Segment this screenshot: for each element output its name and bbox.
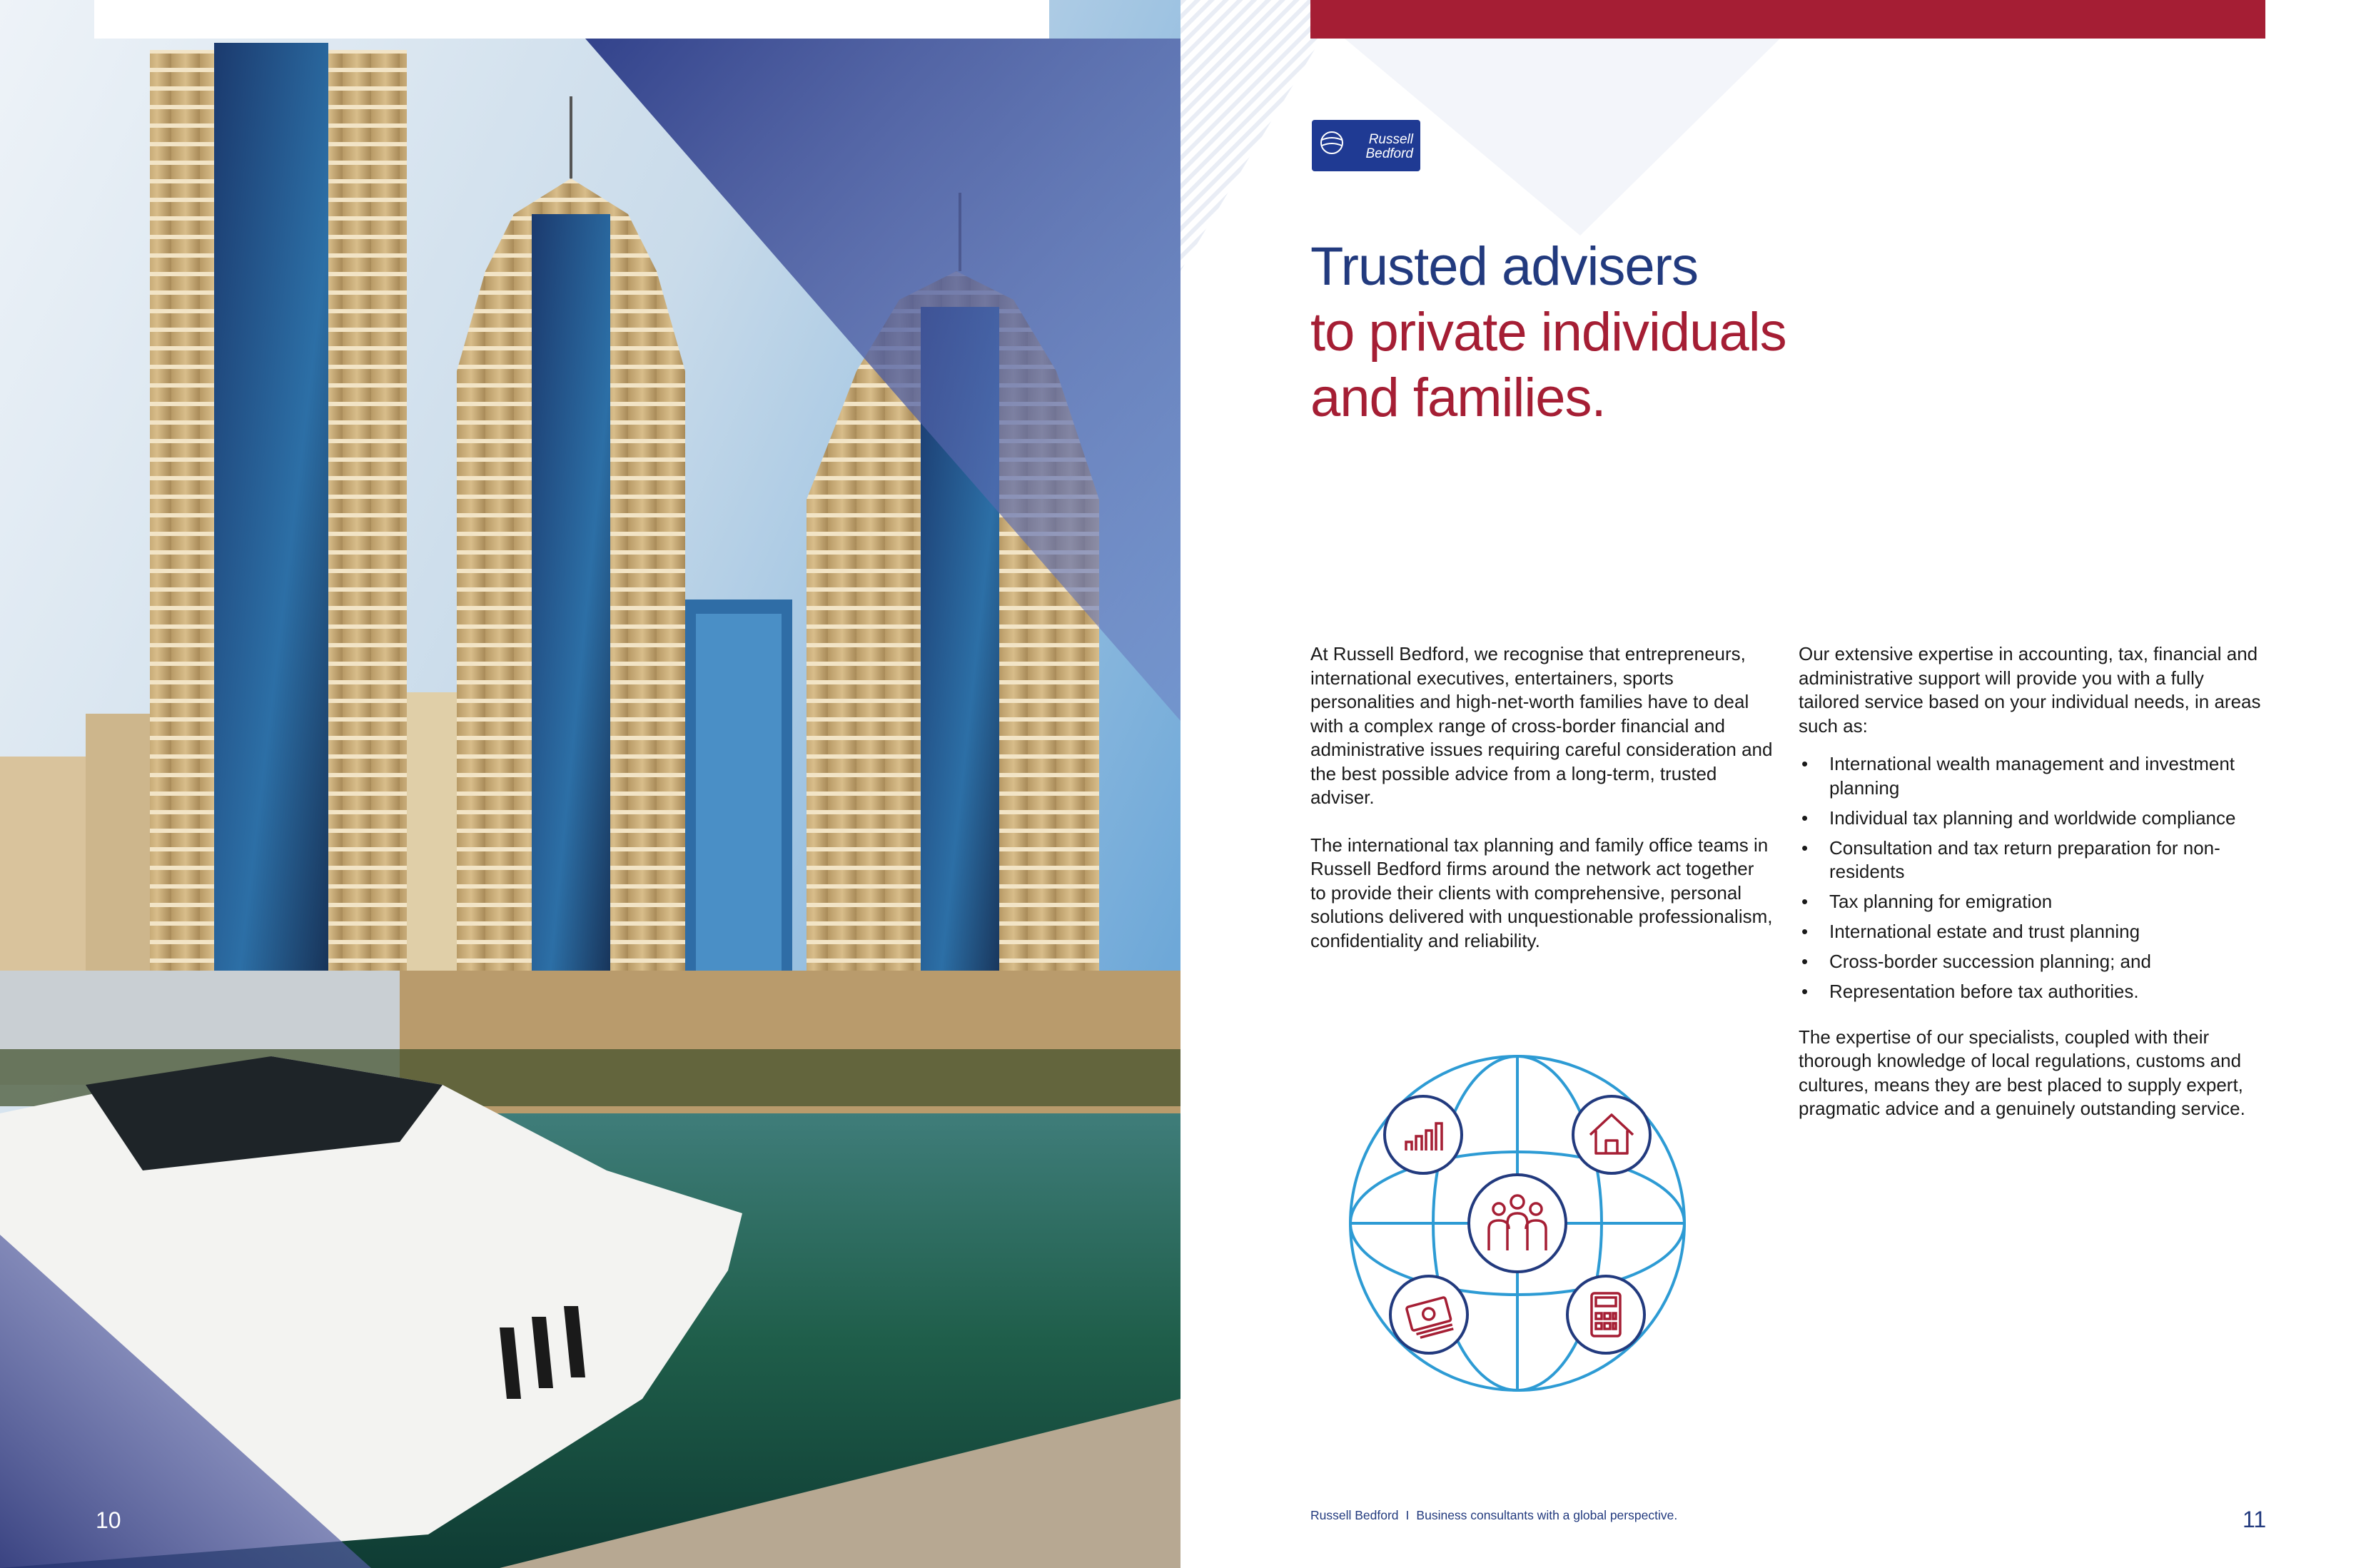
logo-text [1365,133,1413,161]
footer-separator: I [1405,1508,1410,1522]
services-list [1799,752,2270,1004]
page-number-right: 11 [2243,1507,2267,1532]
list-item: • International estate and trust planning [1799,920,2270,944]
bar-chart-icon [1385,1096,1462,1173]
globe-swoosh-icon [1319,130,1345,156]
house-icon [1573,1096,1650,1173]
russell-bedford-logo [1312,120,1420,171]
list-item: • Consultation and tax return preparation for non-residents [1799,836,2270,884]
page-footer [1310,1508,1677,1523]
expertise-paragraph: Our extensive expertise in accounting, tax, financial and administrative support will provide you with a fully tailored service based on your individual needs, in areas such as: [1799,643,2261,737]
list-item: • International wealth management and investment planning [1799,752,2270,800]
right-page [1180,0,2361,1568]
left-column [1310,642,1774,976]
teams-paragraph: The international tax planning and family office teams in Russell Bedford firms around the network act together to provide their clients with comprehensive, personal solutions delivered with unquestionable professionalism, confidentiality and reliability. [1310,834,1773,951]
footer-brand: Russell Bedford [1310,1508,1399,1522]
top-red-bar [1310,0,2265,39]
list-item: • Representation before tax authorities. [1799,980,2270,1004]
title-line-3: and families. [1310,368,1606,428]
title-line-2: to private individuals [1310,302,1786,363]
title-line-1: Trusted advisers [1310,236,1698,297]
intro-paragraph: At Russell Bedford, we recognise that entrepreneurs, international executives, entertainers, sports personalities and high-net-worth families have to deal with a complex range of cross-border financial and administrative issues requiring careful consideration and the best possible advice from a long-term, trusted adviser. [1310,643,1773,808]
page-number-left: 10 [96,1507,121,1533]
list-item: • Tax planning for emigration [1799,890,2270,914]
calculator-icon [1567,1276,1644,1353]
closing-paragraph: The expertise of our specialists, coupled with their thorough knowledge of local regulations, customs and cultures, means they are best placed to supply expert, pragmatic advice and a genuinely outstanding service. [1799,1026,2245,1119]
logo-line1: Russell [1368,132,1413,147]
cityscape-photo [0,0,1180,1568]
logo-line2: Bedford [1365,146,1413,161]
footer-tagline: Business consultants with a global perspective. [1416,1508,1678,1522]
page-title [1310,234,1786,431]
services-globe-diagram [1338,1043,1697,1403]
family-icon [1469,1175,1566,1272]
list-item: • Cross-border succession planning; and [1799,950,2270,974]
money-icon [1390,1276,1467,1353]
list-item: • Individual tax planning and worldwide compliance [1799,806,2270,831]
left-page [0,0,1180,1568]
right-column [1799,642,2270,1135]
top-white-bar [94,0,1049,39]
